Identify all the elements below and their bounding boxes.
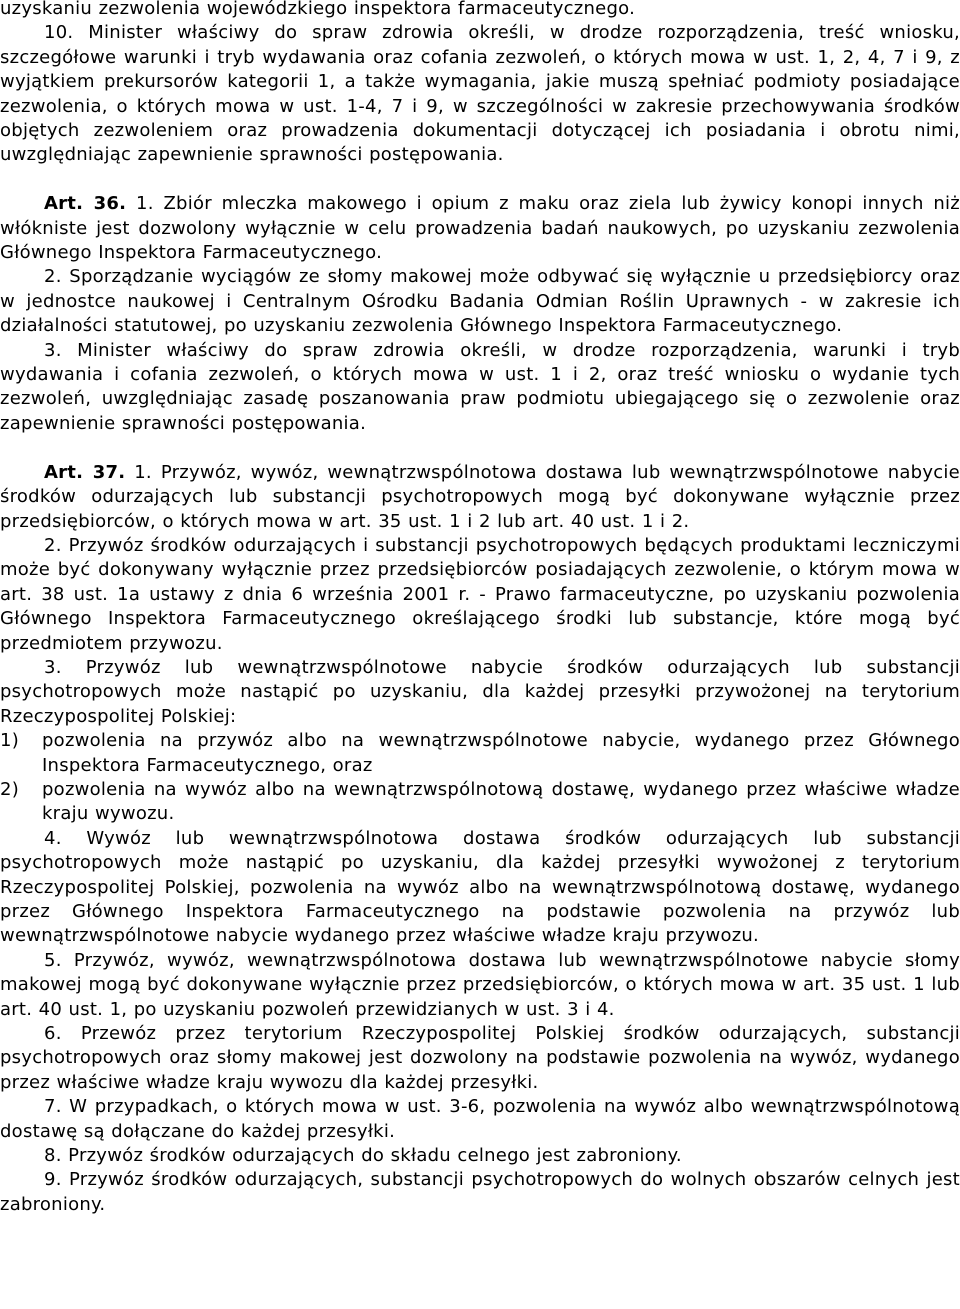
paragraph-number: 7. — [44, 1096, 62, 1118]
art-37-paragraph-3 — [0, 656, 960, 729]
paragraph-text: W przypadkach, o których mowa w ust. 3-6, pozwolenia na wywóz albo wewnątrzwspólnotową dostawę są dołączane do każdej przesyłki. — [0, 1096, 960, 1142]
paragraph-text: Przewóz przez terytorium Rzeczypospolitej Polskiej środków odurzających, substancji psychotropowych oraz słomy makowej jest dozwolony na podstawie pozwolenia na wywóz, wydanego przez właściwe władze kraju wywozu dla każdej przesyłki. — [0, 1023, 960, 1093]
paragraph-text: Przywóz, wywóz, wewnątrzwspólnotowa dostawa lub wewnątrzwspólnotowe nabycie słomy makowej mogą być dokonywane wyłącznie przez przedsiębiorców, o których mowa w art. 35 ust. 1 lub art. 40 ust. 1, po uzyskaniu pozwoleń przewidzianych w ust. 3 i 4. — [0, 949, 960, 1020]
paragraph-text: Wywóz lub wewnątrzwspólnotowa dostawa środków odurzających lub substancji psychotropowych może nastąpić po uzyskaniu, dla każdej przesyłki wywożonej z terytorium Rzeczypospolitej Polskiej, pozwolenia na wywóz albo na wewnątrzwspólnotową dostawę, wydanego przez Głównego Inspektora Farmaceutycznego na podstawie pozwolenia na przywóz lub wewnątrzwspólnotowe nabycie wydanego przez właściwe władze kraju przywozu. — [0, 827, 960, 947]
paragraph-number: 1. — [134, 461, 152, 483]
paragraph-text: Minister właściwy do spraw zdrowia określi, w drodze rozporządzenia, treść wniosku, szczegółowe warunki i tryb wydawania oraz cofania zezwoleń, o których mowa w ust. 1, 2, 4, 7 i 9, z wyjątkiem prekursorów kategorii 1, a także wymagania, jakie muszą spełniać podmioty posiadające zezwolenia, o których mowa w ust. 1-4, 7 i 9, w szczególności w zakresie przechowywania środków objętych zezwoleniem oraz prowadzenia dokumentacji dotyczącej ich posiadania i obrotu nimi, uwzględniając zapewnienie sprawności postępowania. — [0, 22, 960, 166]
paragraph-number: 6. — [44, 1023, 62, 1045]
art-37-paragraph-2 — [0, 534, 960, 656]
paragraph-number: 2. — [44, 534, 62, 556]
paragraph-number: 3. — [44, 339, 62, 361]
lead-line: uzyskaniu zezwolenia wojewódzkiego inspektora farmaceutycznego. — [0, 0, 636, 19]
paragraph-text: Przywóz środków odurzających i substancji psychotropowych będących produktami leczniczymi może być dokonywany wyłącznie przez przedsiębiorców posiadających zezwolenie, o którym mowa w art. 38 ust. 1a ustawy z dnia 6 września 2001 r. - Prawo farmaceutyczne, po uzyskaniu pozwolenia Głównego Inspektora Farmaceutycznego określającego środki lub substancje, które mogą być przedmiotem przywozu. — [0, 534, 960, 654]
art-37-paragraph-5 — [0, 949, 960, 1022]
paragraph-number: 8. — [44, 1145, 62, 1167]
list-item-number: 2) — [0, 778, 19, 800]
art-37-paragraph-1 — [0, 461, 960, 534]
art-37-paragraph-8 — [0, 1144, 960, 1168]
list-item-text: pozwolenia na przywóz albo na wewnątrzwspólnotowe nabycie, wydanego przez Głównego Inspektora Farmaceutycznego, oraz — [42, 730, 960, 776]
art-37-paragraph-7 — [0, 1095, 960, 1144]
art-37-paragraph-6 — [0, 1022, 960, 1095]
paragraph-text: Minister właściwy do spraw zdrowia określi, w drodze rozporządzenia, warunki i tryb wydawania i cofania zezwoleń, o których mowa w ust. 1 i 2, oraz treść wniosku o wydanie tych zezwoleń, uwzględniając zasadę poszanowania praw podmiotu ubiegającego się o zezwolenie oraz zapewnienie sprawności postępowania. — [0, 339, 960, 434]
paragraph-text: Przywóz środków odurzających, substancji psychotropowych do wolnych obszarów celnych jest zabroniony. — [0, 1169, 960, 1215]
paragraph-number: 10. — [44, 22, 74, 44]
article-heading: Art. 37. — [44, 461, 126, 483]
paragraph-number: 1. — [136, 193, 154, 215]
paragraph-number: 3. — [44, 656, 62, 678]
paragraph-text: Zbiór mleczka makowego i opium z maku oraz ziela lub żywicy konopi innych niż włókniste jest dozwolony wyłącznie w celu prowadzenia badań naukowych, po uzyskaniu zezwolenia Głównego Inspektora Farmaceutycznego. — [0, 193, 960, 264]
paragraph-text: Przywóz lub wewnątrzwspólnotowe nabycie środków odurzających lub substancji psychotropowych może nastąpić po uzyskaniu, dla każdej przesyłki przywożonej na terytorium Rzeczypospolitej Polskiej: — [0, 656, 960, 727]
list-item — [0, 729, 960, 778]
list-item-number: 1) — [0, 730, 19, 752]
list-item — [0, 778, 960, 827]
art-37-paragraph-9 — [0, 1168, 960, 1217]
paragraph-text: Przywóz, wywóz, wewnątrzwspólnotowa dostawa lub wewnątrzwspólnotowe nabycie środków odurzających lub substancji psychotropowych mogą być dokonywane wyłącznie przez przedsiębiorców, o których mowa w art. 35 ust. 1 i 2 lub art. 40 ust. 1 i 2. — [0, 461, 960, 532]
art-37-paragraph-4 — [0, 827, 960, 949]
paragraph-number: 4. — [44, 827, 62, 849]
paragraph-text: Sporządzanie wyciągów ze słomy makowej może odbywać się wyłącznie u przedsiębiorcy oraz w jednostce naukowej i Centralnym Ośrodku Badania Odmian Roślin Uprawnych - w zakresie ich działalności statutowej, po uzyskaniu zezwolenia Głównego Inspektora Farmaceutycznego. — [0, 266, 960, 337]
paragraph-number: 9. — [44, 1169, 62, 1191]
paragraph-text: Przywóz środków odurzających do składu celnego jest zabroniony. — [68, 1145, 682, 1167]
paragraph-number: 2. — [44, 266, 62, 288]
paragraph-number: 5. — [44, 949, 62, 971]
list-item-text: pozwolenia na wywóz albo na wewnątrzwspólnotową dostawę, wydanego przez właściwe władze kraju wywozu. — [42, 778, 960, 825]
article-heading: Art. 36. — [44, 193, 127, 215]
art-36-paragraph-2 — [0, 265, 960, 338]
art-36-paragraph-3 — [0, 339, 960, 437]
paragraph-10 — [0, 21, 960, 167]
art-36-paragraph-1 — [0, 192, 960, 265]
